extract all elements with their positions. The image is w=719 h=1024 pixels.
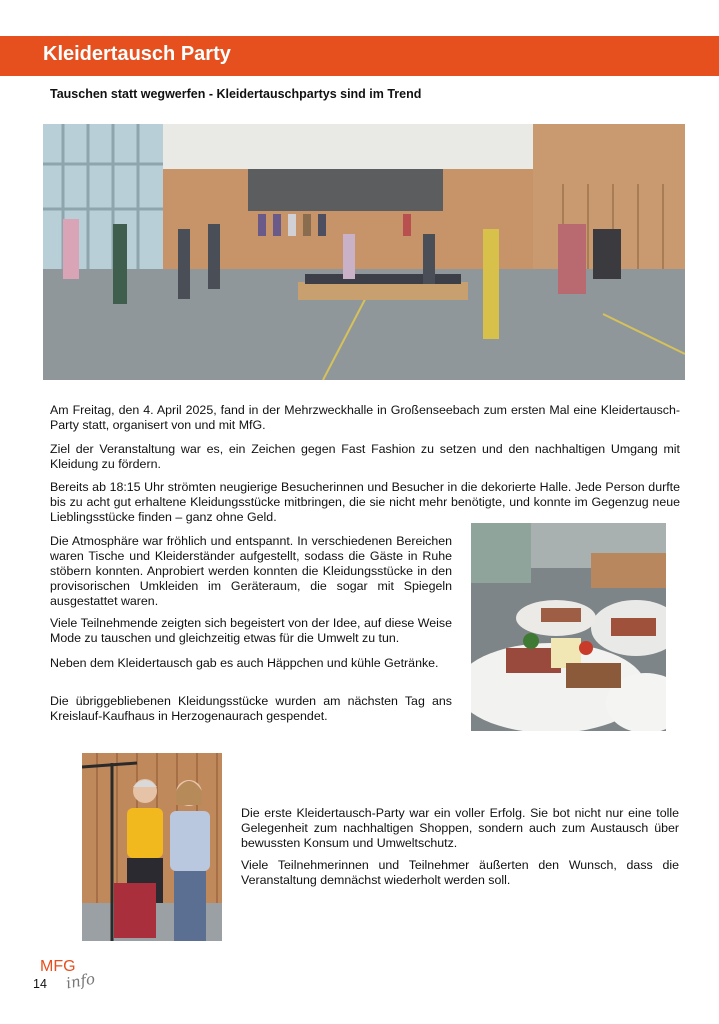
paragraph-4: Die Atmosphäre war fröhlich und entspannt. In verschiedenen Bereichen waren Tische und Kleiderständer aufgestellt, sodass die Gäste in Ruhe stöbern konnten. Anprobiert werden konnten die Kleidungsstücke in den provisorischen Umkleiden im Geräteraum, die sogar mit Spiegeln ausgestattet waren.: [50, 534, 452, 608]
organizers-photo: [82, 753, 222, 941]
title-banner: [0, 36, 719, 76]
paragraph-6: Neben dem Kleidertausch gab es auch Häppchen und kühle Getränke.: [50, 656, 439, 670]
paragraph-3: Bereits ab 18:15 Uhr strömten neugierige Besucherinnen und Besucher in die dekorierte Halle. Jede Person durfte bis zu acht gut erhaltene Kleidungsstücke mitbringen, die sie nicht mehr benötigte, und konnte im Gegenzug neue Lieblingsstücke finden – ganz ohne Geld.: [50, 480, 680, 524]
article-subtitle: Tauschen statt wegwerfen - Kleidertauschpartys sind im Trend: [50, 87, 422, 101]
info-logo-text: info: [64, 969, 97, 993]
hall-photo: [43, 124, 685, 380]
mfg-logo: MFG: [40, 958, 76, 975]
paragraph-8: Die erste Kleidertausch-Party war ein voller Erfolg. Sie bot nicht nur eine tolle Gelegenheit zum nachhaltigen Shoppen, sondern auch zum Austausch über bewussten Konsum und Umweltschutz.: [241, 806, 679, 850]
paragraph-5: Viele Teilnehmende zeigten sich begeistert von der Idee, auf diese Weise Mode zu tauschen und gleichzeitig etwas für die Umwelt zu tun.: [50, 616, 452, 645]
paragraph-1: Am Freitag, den 4. April 2025, fand in der Mehrzweckhalle in Großenseebach zum ersten Mal eine Kleidertausch-Party statt, organisert von und mit MfG.: [50, 403, 680, 432]
paragraph-2: Ziel der Veranstaltung war es, ein Zeichen gegen Fast Fashion zu setzen und den nachhaltigen Umgang mit Kleidung zu fördern.: [50, 442, 680, 471]
page-number: 14: [33, 977, 47, 991]
page-title: Kleidertausch Party: [43, 43, 231, 65]
paragraph-7: Die übriggebliebenen Kleidungsstücke wurden am nächsten Tag ans Kreislauf-Kaufhaus in Herzogenaurach gespendet.: [50, 694, 452, 723]
food-photo: [471, 523, 666, 731]
paragraph-9: Viele Teilnehmerinnen und Teilnehmer äußerten den Wunsch, dass die Veranstaltung demnächst wiederholt werden soll.: [241, 858, 679, 887]
